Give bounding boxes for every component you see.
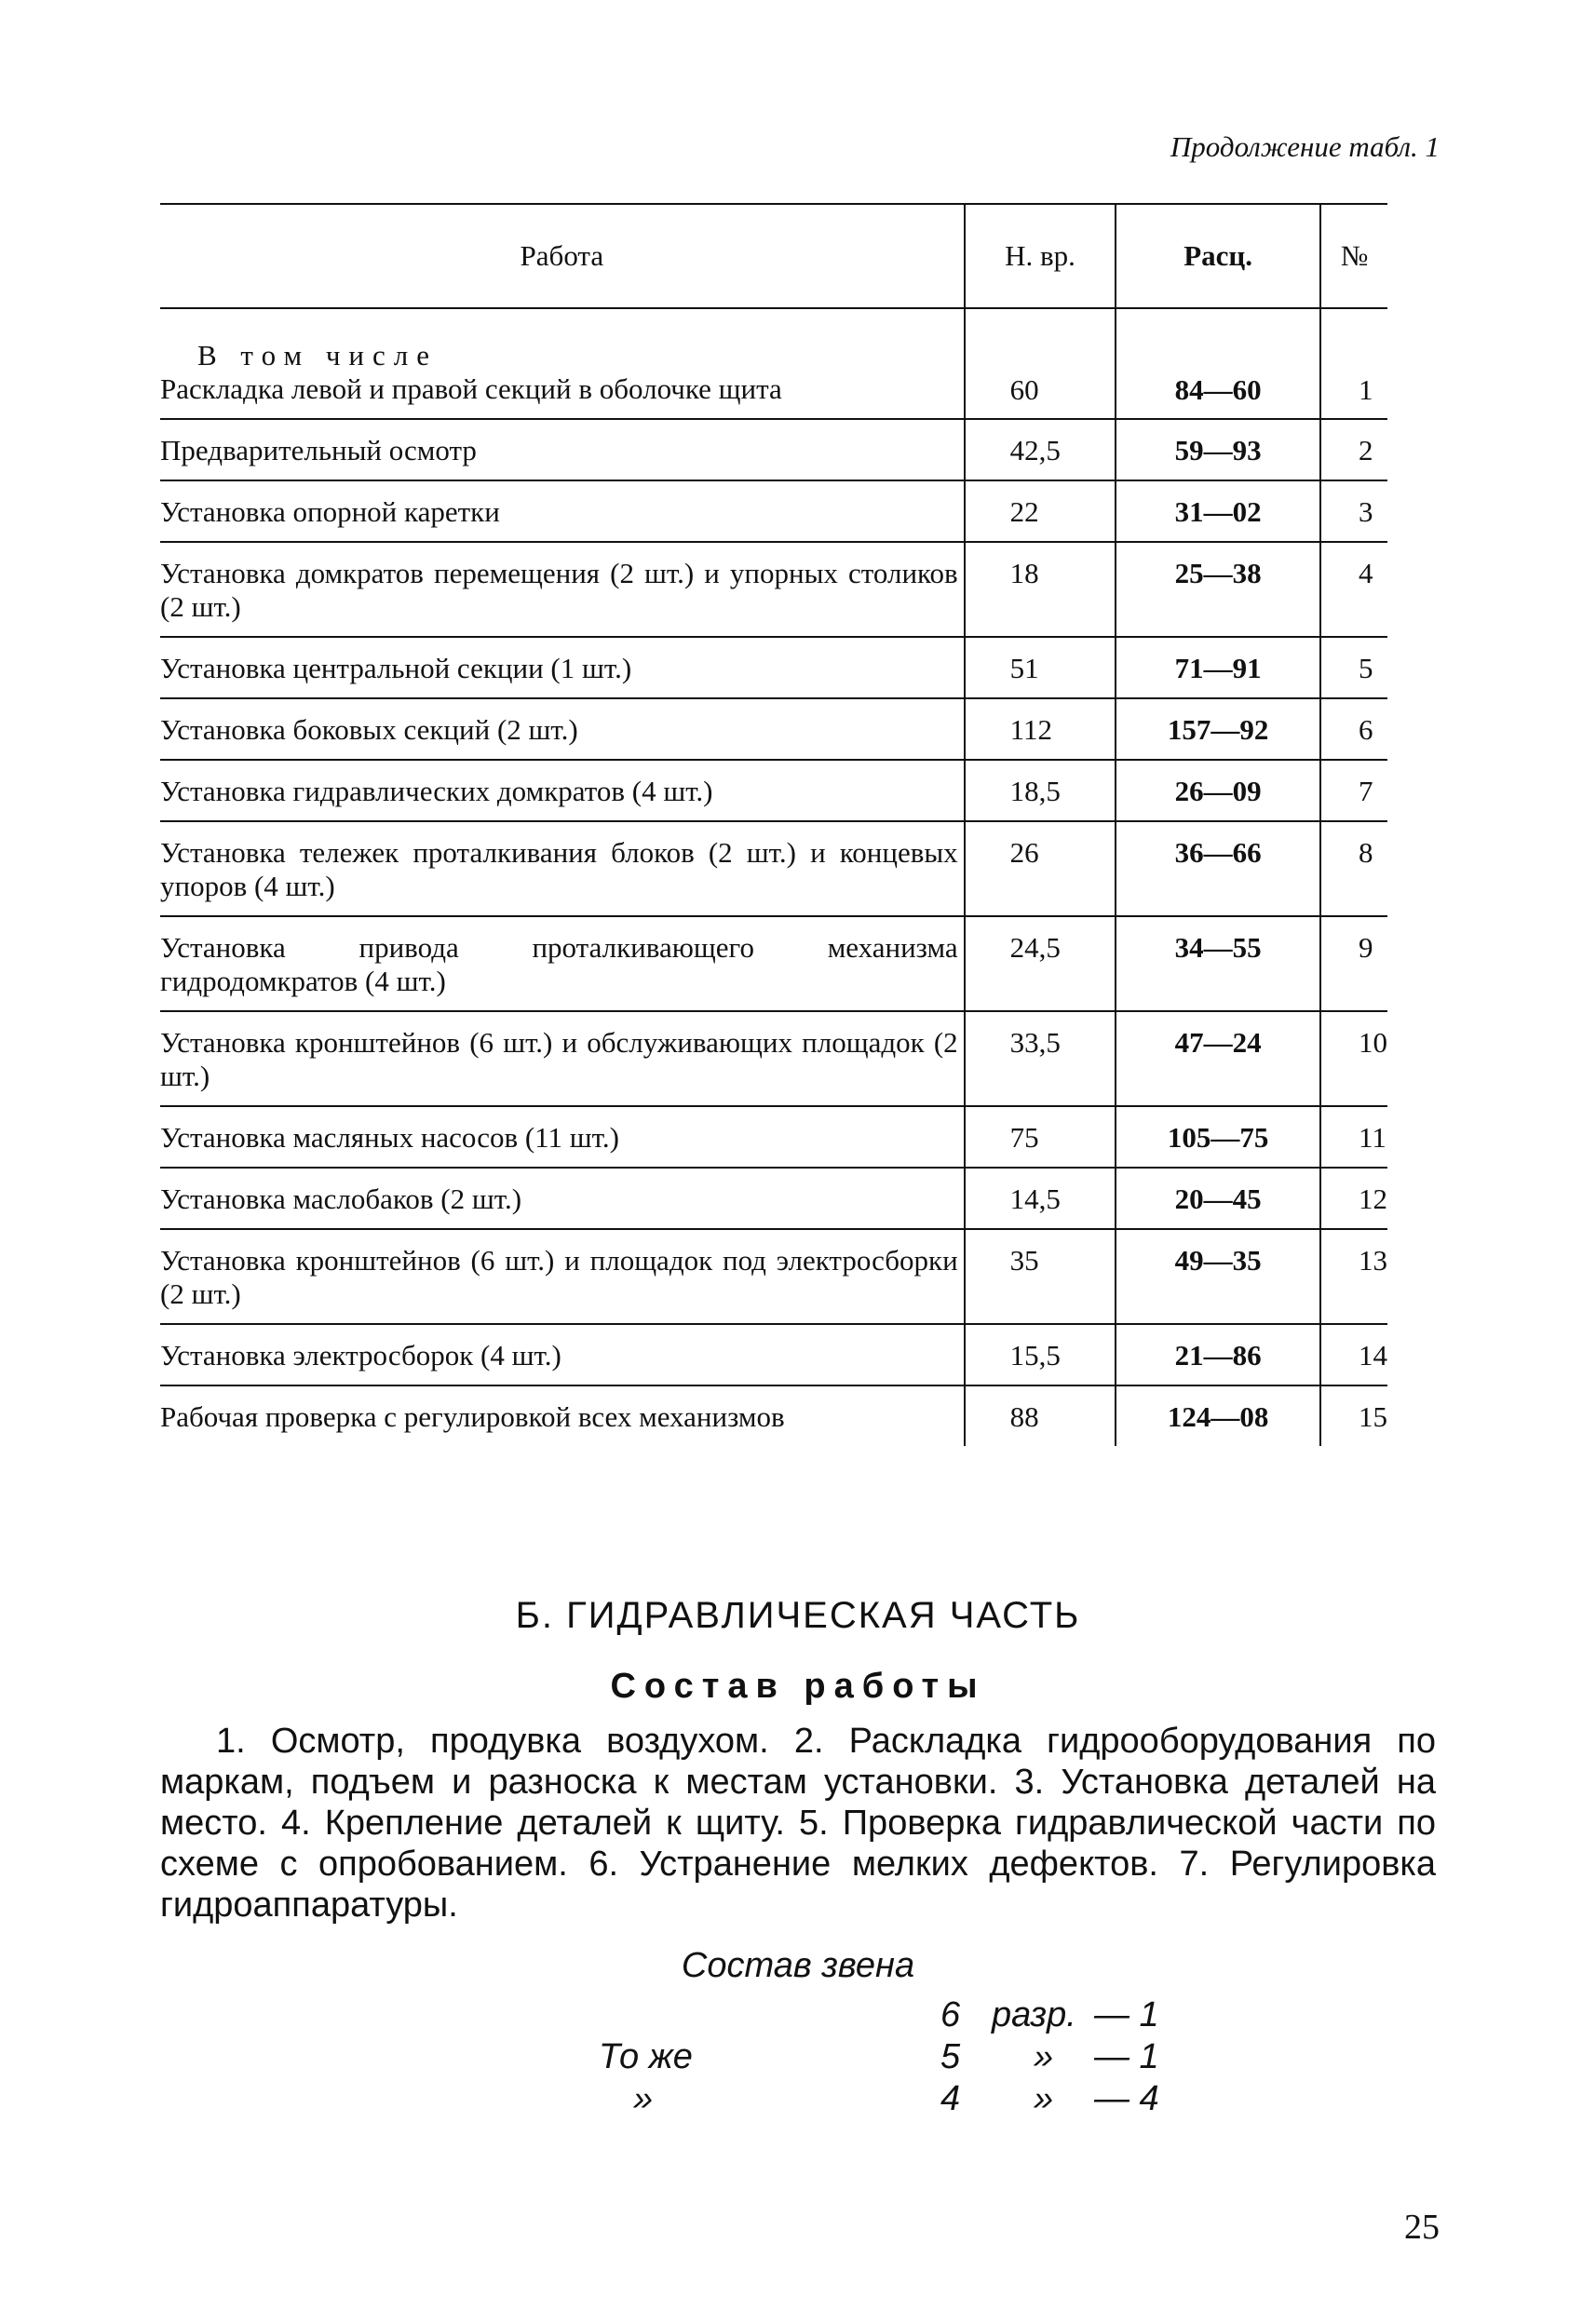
cell-rate: 34—55 xyxy=(1116,916,1320,1011)
work-text: Установка кронштейнов (6 шт.) и обслуживающих площадок (2 шт.) xyxy=(160,1026,958,1092)
cell-work xyxy=(160,1106,965,1168)
cell-num: 14 xyxy=(1320,1324,1387,1385)
work-text: Установка центральной секции (1 шт.) xyxy=(160,652,632,684)
header-num: № xyxy=(1320,204,1387,308)
table-row xyxy=(160,916,1387,1011)
cell-norm: 18,5 xyxy=(965,760,1116,821)
cell-work xyxy=(160,542,965,637)
table-row xyxy=(160,1168,1387,1229)
cell-work xyxy=(160,637,965,698)
crew-grade: 5 xyxy=(940,2037,961,2076)
work-text: Рабочая проверка с регулировкой всех механизмов xyxy=(160,1400,785,1433)
cell-num: 13 xyxy=(1320,1229,1387,1324)
work-text: Установка гидравлических домкратов (4 шт.) xyxy=(160,775,713,807)
header-work: Работа xyxy=(160,204,965,308)
work-text: Установка боковых секций (2 шт.) xyxy=(160,713,578,746)
cell-work xyxy=(160,1168,965,1229)
cell-work xyxy=(160,698,965,760)
table-row xyxy=(160,821,1387,916)
cell-norm: 112 xyxy=(965,698,1116,760)
table-row xyxy=(160,542,1387,637)
cell-norm: 75 xyxy=(965,1106,1116,1168)
cell-norm: 42,5 xyxy=(965,419,1116,480)
table-row xyxy=(160,637,1387,698)
crew-unit: » xyxy=(1034,2079,1054,2118)
cell-norm: 88 xyxy=(965,1385,1116,1446)
cell-norm: 24,5 xyxy=(965,916,1116,1011)
header-rate: Расц. xyxy=(1116,204,1320,308)
cell-num: 7 xyxy=(1320,760,1387,821)
cell-num: 6 xyxy=(1320,698,1387,760)
cell-num: 15 xyxy=(1320,1385,1387,1446)
labor-norms-table xyxy=(160,203,1387,1446)
table-body xyxy=(160,308,1387,1446)
work-text: Установка электросборок (4 шт.) xyxy=(160,1339,561,1372)
work-text: Установка опорной каретки xyxy=(160,495,500,528)
cell-work xyxy=(160,480,965,542)
cell-norm: 26 xyxy=(965,821,1116,916)
cell-work xyxy=(160,308,965,419)
crew-title: Состав звена xyxy=(681,1946,915,1985)
cell-norm: 60 xyxy=(965,308,1116,419)
cell-num: 9 xyxy=(1320,916,1387,1011)
work-text: Установка домкратов перемещения (2 шт.) и упорных столиков (2 шт.) xyxy=(160,557,958,623)
table-row xyxy=(160,1011,1387,1106)
crew-unit: разр. xyxy=(992,1995,1076,2034)
table-header-row xyxy=(160,204,1387,308)
table-row xyxy=(160,1385,1387,1446)
section-title: Б. ГИДРАВЛИЧЕСКАЯ ЧАСТЬ xyxy=(515,1595,1081,1636)
cell-rate: 36—66 xyxy=(1116,821,1320,916)
cell-num: 3 xyxy=(1320,480,1387,542)
cell-norm: 51 xyxy=(965,637,1116,698)
cell-rate: 26—09 xyxy=(1116,760,1320,821)
page-number: 25 xyxy=(1404,2208,1440,2247)
crew-role: » xyxy=(633,2079,654,2118)
cell-rate: 124—08 xyxy=(1116,1385,1320,1446)
cell-norm: 15,5 xyxy=(965,1324,1116,1385)
table-row xyxy=(160,480,1387,542)
work-text: Установка масляных насосов (11 шт.) xyxy=(160,1121,619,1154)
table-row xyxy=(160,419,1387,480)
cell-work xyxy=(160,419,965,480)
header-norm: Н. вр. xyxy=(965,204,1116,308)
cell-work xyxy=(160,1385,965,1446)
cell-num: 10 xyxy=(1320,1011,1387,1106)
cell-rate: 105—75 xyxy=(1116,1106,1320,1168)
table-row xyxy=(160,1324,1387,1385)
cell-rate: 59—93 xyxy=(1116,419,1320,480)
table-row xyxy=(160,760,1387,821)
cell-work xyxy=(160,916,965,1011)
crew-unit: » xyxy=(1034,2037,1054,2076)
table-row xyxy=(160,1106,1387,1168)
cell-rate: 84—60 xyxy=(1116,308,1320,419)
crew-count: — 4 xyxy=(1094,2079,1159,2118)
cell-work xyxy=(160,1011,965,1106)
table-row xyxy=(160,698,1387,760)
work-composition-title: Состав работы xyxy=(610,1667,986,1706)
crew-grade: 6 xyxy=(940,1995,961,2034)
crew-count: — 1 xyxy=(1094,2037,1159,2076)
cell-rate: 71—91 xyxy=(1116,637,1320,698)
cell-norm: 18 xyxy=(965,542,1116,637)
cell-work xyxy=(160,760,965,821)
cell-rate: 21—86 xyxy=(1116,1324,1320,1385)
cell-num: 2 xyxy=(1320,419,1387,480)
cell-rate: 49—35 xyxy=(1116,1229,1320,1324)
table-row xyxy=(160,308,1387,419)
cell-num: 1 xyxy=(1320,308,1387,419)
cell-norm: 35 xyxy=(965,1229,1116,1324)
work-text: Раскладка левой и правой секций в оболочке щита xyxy=(160,372,782,405)
crew-grade: 4 xyxy=(940,2079,961,2118)
work-composition-text: 1. Осмотр, продувка воздухом. 2. Раскладка гидрооборудования по маркам, подъем и разноска к местам установки. 3. Установка деталей на место. 4. Крепление деталей к щиту. 5. Проверка гидравлической части по схеме с опробованием. 6. Устранение мелких дефектов. 7. Регулировка гидроаппаратуры. xyxy=(160,1722,1436,1925)
cell-num: 12 xyxy=(1320,1168,1387,1229)
cell-rate: 20—45 xyxy=(1116,1168,1320,1229)
crew-role: То же xyxy=(599,2037,693,2076)
work-text: Установка маслобаков (2 шт.) xyxy=(160,1183,522,1215)
cell-num: 8 xyxy=(1320,821,1387,916)
cell-rate: 47—24 xyxy=(1116,1011,1320,1106)
cell-work xyxy=(160,821,965,916)
work-text: Установка кронштейнов (6 шт.) и площадок под электросборки (2 шт.) xyxy=(160,1244,958,1310)
table-caption: Продолжение табл. 1 xyxy=(1170,130,1440,163)
crew-count: — 1 xyxy=(1094,1995,1159,2034)
cell-rate: 157—92 xyxy=(1116,698,1320,760)
cell-rate: 25—38 xyxy=(1116,542,1320,637)
work-text: Предварительный осмотр xyxy=(160,434,477,466)
table-row xyxy=(160,1229,1387,1324)
work-text: Установка привода проталкивающего механизма гидродомкратов (4 шт.) xyxy=(160,931,958,997)
cell-work xyxy=(160,1324,965,1385)
work-text: Установка тележек проталкивания блоков (2 шт.) и концевых упоров (4 шт.) xyxy=(160,836,958,902)
cell-norm: 22 xyxy=(965,480,1116,542)
cell-norm: 33,5 xyxy=(965,1011,1116,1106)
cell-rate: 31—02 xyxy=(1116,480,1320,542)
cell-num: 11 xyxy=(1320,1106,1387,1168)
cell-work xyxy=(160,1229,965,1324)
group-label: В том числе xyxy=(197,339,439,372)
cell-num: 5 xyxy=(1320,637,1387,698)
cell-norm: 14,5 xyxy=(965,1168,1116,1229)
cell-num: 4 xyxy=(1320,542,1387,637)
